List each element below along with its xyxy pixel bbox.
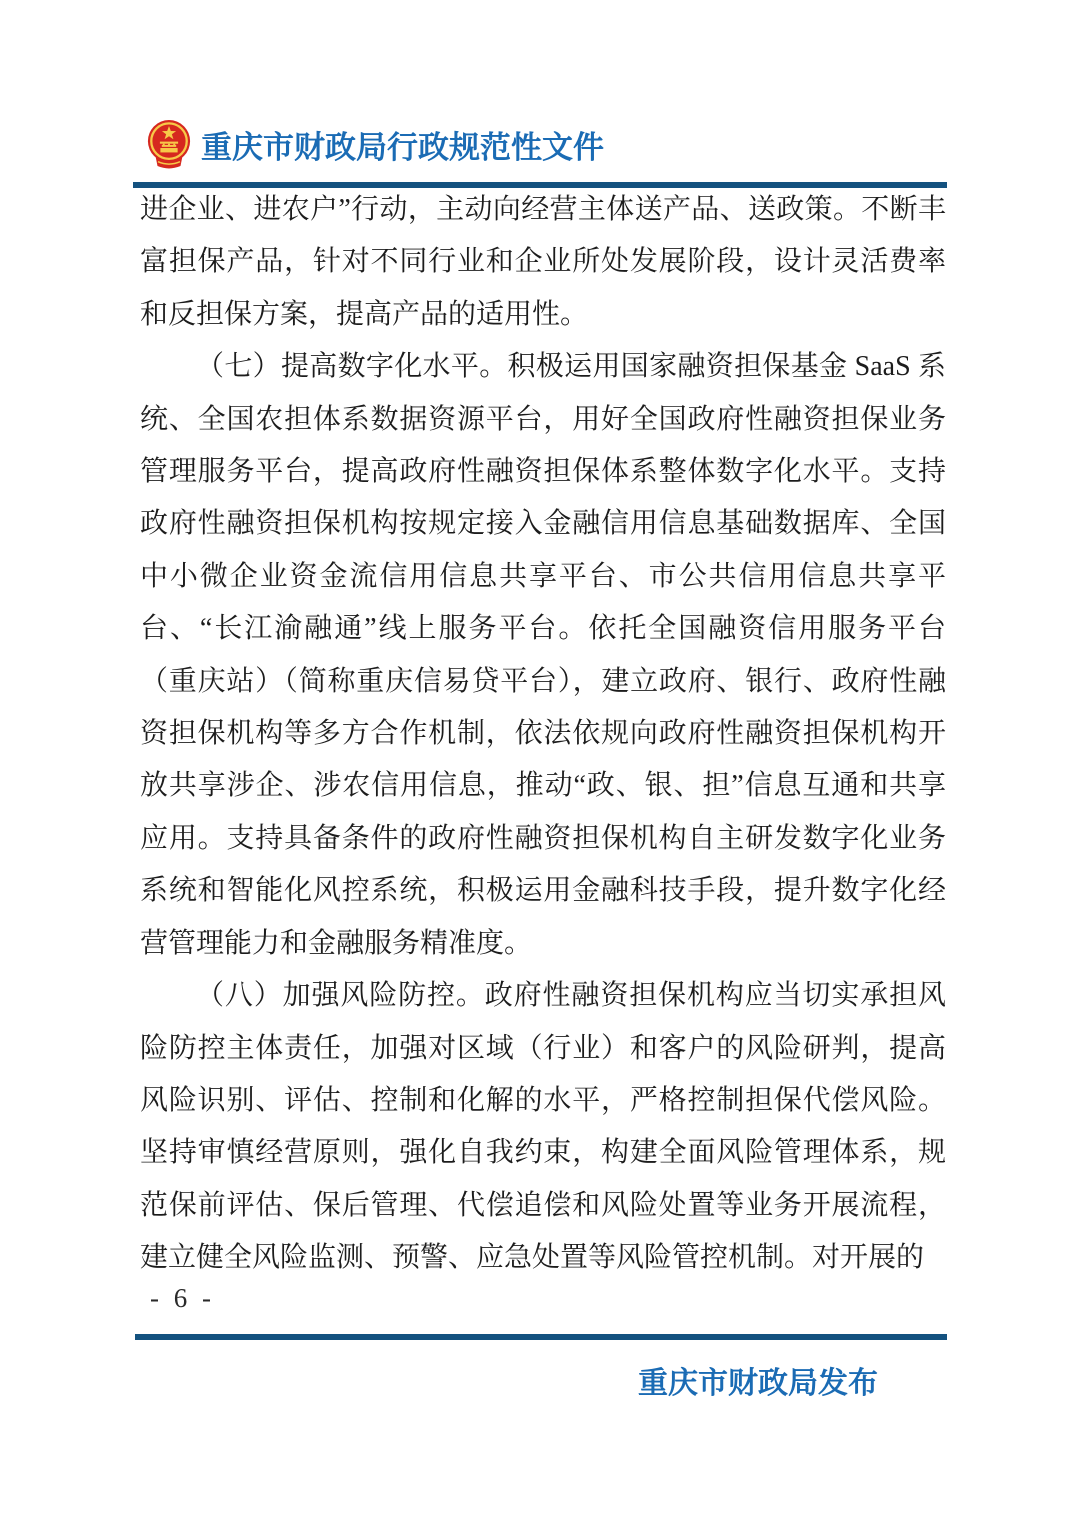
body-paragraph-item-8: （八）加强风险防控。政府性融资担保机构应当切实承担风险防控主体责任，加强对区域（行业）和客户的风险研判，提高风险识别、评估、控制和化解的水平，严格控制担保代偿风险。坚持审慎经营原则，强化自我约束，构建全面风险管理体系，规范保前评估、保后管理、代偿追偿和风险处置等业务开展流程，建立健全风险监测、预警、应急处置等风险管控机制。对开展的 (140, 980, 946, 1274)
document-body (140, 184, 946, 1285)
footer-divider (135, 1334, 947, 1340)
document-header (146, 118, 604, 170)
document-title: 重庆市财政局行政规范性文件 (201, 129, 604, 165)
body-paragraph-continuation: 进企业、进农户”行动，主动向经营主体送产品、送政策。不断丰富担保产品，针对不同行业和企业所处发展阶段，设计灵活费率和反担保方案，提高产品的适用性。 (140, 194, 946, 330)
page-number: - 6 - (150, 1283, 215, 1313)
body-paragraph-item-7: （七）提高数字化水平。积极运用国家融资担保基金 SaaS 系统、全国农担体系数据资源平台，用好全国政府性融资担保业务管理服务平台，提高政府性融资担保体系整体数字化水平。支持政府性融资担保机构按规定接入金融信用信息基础数据库、全国中小微企业资金流信用信息共享平台、市公共信用信息共享平台、“长江渝融通”线上服务平台。依托全国融资信用服务平台（重庆站）（简称重庆信易贷平台），建立政府、银行、政府性融资担保机构等多方合作机制，依法依规向政府性融资担保机构开放共享涉企、涉农信用信息，推动“政、银、担”信息互通和共享应用。支持具备条件的政府性融资担保机构自主研发数字化业务系统和智能化风控系统，积极运用金融科技手段，提升数字化经营管理能力和金融服务精准度。 (140, 351, 946, 959)
publisher-label: 重庆市财政局发布 (638, 1367, 878, 1400)
national-emblem-icon (146, 118, 192, 170)
